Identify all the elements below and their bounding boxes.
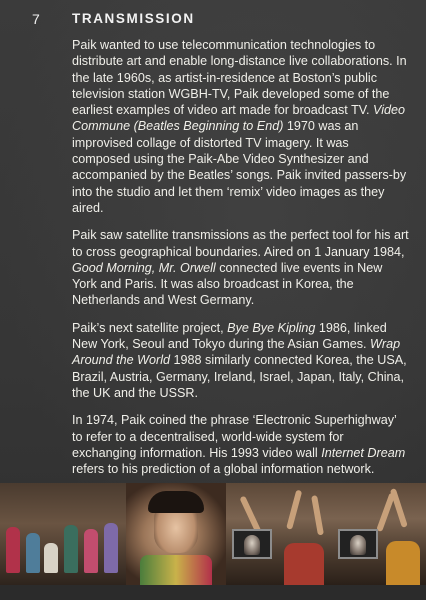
- page-header: [0, 10, 426, 30]
- artwork-title: Wrap Around the World: [72, 337, 401, 368]
- paragraph-satellite-transmissions: [72, 227, 410, 308]
- tv-monitor-icon: [338, 529, 378, 559]
- section-title: TRANSMISSION: [72, 11, 195, 26]
- artwork-title: Good Morning, Mr. Orwell: [72, 260, 216, 275]
- page-number: 7: [32, 11, 40, 27]
- paragraph-video-commune: [72, 37, 410, 216]
- dancers-still-image: [0, 483, 126, 585]
- paragraph-text: refers to his prediction of a global information network.: [72, 462, 375, 477]
- paragraph-text: In 1974, Paik coined the phrase ‘Electronic Superhighway’ to refer to a decentralised, world-wide system for exchanging information. His 1993 video wall: [72, 413, 397, 460]
- paragraph-electronic-superhighway: [72, 412, 410, 477]
- video-stills-strip: [0, 483, 426, 585]
- artwork-title: Video Commune (Beatles Beginning to End): [72, 103, 405, 134]
- paragraph-text: 1970 was an improvised collage of distorted TV imagery. It was composed using the Paik-Abe Video Synthesizer and accompanied by the Beatles’ songs. Paik invited passers-by into the studio and let them ‘remix’ video images as they aired.: [72, 119, 407, 215]
- paragraph-text: Paik’s next satellite project,: [72, 320, 228, 335]
- artwork-title: Bye Bye Kipling: [227, 320, 316, 335]
- paragraph-text: Paik wanted to use telecommunication technologies to distribute art and enable long-distance live collaborations. In the late 1960s, as artist-in-residence at Boston’s public television station WGBH-TV, Paik developed some of the earliest examples of video art made for broadcast TV.: [72, 38, 407, 118]
- performer-portrait-still-image: [126, 483, 226, 585]
- tv-monitor-icon: [232, 529, 272, 559]
- body-text: [72, 37, 410, 488]
- paragraph-text: 1986, linked New York, Seoul and Tokyo during the Asian Games.: [72, 320, 387, 352]
- paragraph-text: Paik saw satellite transmissions as the perfect tool for his art to cross geographical boundaries. Aired on 1 January 1984,: [72, 228, 409, 259]
- paragraph-text: connected live events in New York and Paris. It was also broadcast in Korea, the Netherlands and West Germany.: [72, 260, 383, 308]
- crowd-with-monitors-still-image: [226, 483, 426, 585]
- paragraph-text: 1988 similarly connected Korea, the USA, Brazil, Austria, Germany, Ireland, Israel, Japan, Italy, China, the UK and the USSR.: [72, 353, 407, 400]
- paragraph-bye-bye-kipling: [72, 320, 410, 401]
- artwork-title: Internet Dream: [321, 445, 406, 460]
- page-bottom-margin: [0, 585, 426, 600]
